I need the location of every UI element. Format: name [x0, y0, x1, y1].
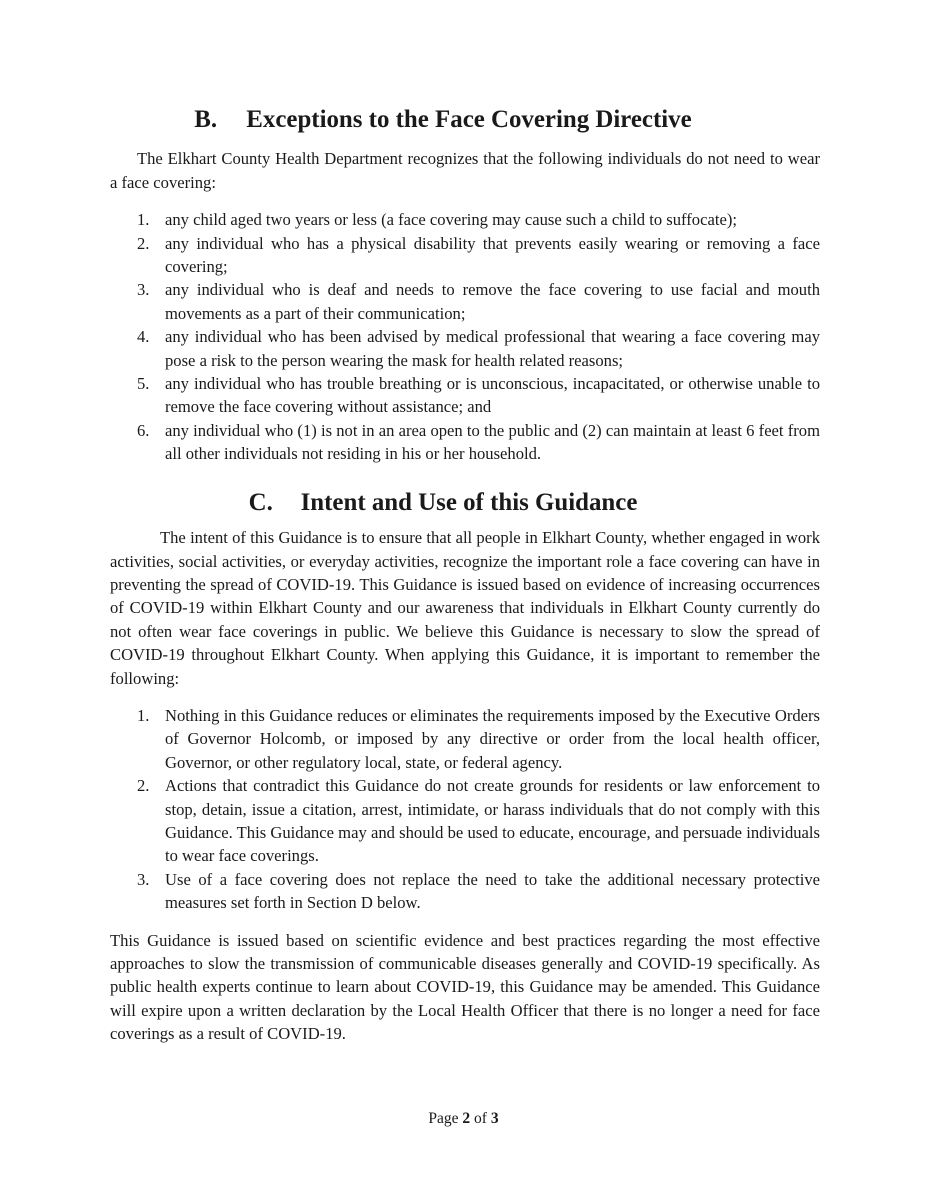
- list-item-text: Use of a face covering does not replace the need to take the additional necessary protective measures set forth in Section D below.: [165, 869, 820, 913]
- section-b-heading: [88, 108, 798, 131]
- list-item-text: any individual who is deaf and needs to remove the face covering to use facial and mouth movements as a part of their communication;: [165, 280, 820, 323]
- list-item-number: 6.: [137, 420, 150, 440]
- list-item-number: 3.: [137, 869, 150, 889]
- section-c-closing: This Guidance is issued based on scientific evidence and best practices regarding the most effective approaches to slow the transmission of communicable diseases generally and COVID-19 specifically. As public health experts continue to learn about COVID-19, this Guidance may be amended. This Guidance will expire upon a written declaration by the Local Health Officer that there is no longer a need for face coverings as a result of COVID-19.: [110, 930, 820, 1044]
- list-item-text: any individual who has a physical disability that prevents easily wearing or removing a face covering;: [165, 233, 820, 277]
- list-item-number: 2.: [137, 776, 150, 796]
- section-c-intro: The intent of this Guidance is to ensure that all people in Elkhart County, whether engaged in work activities, social activities, or everyday activities, recognize the important role a face covering can have in preventing the spread of COVID-19. This Guidance is issued based on evidence of increasing occurrences of COVID-19 within Elkhart County and our awareness that individuals in Elkhart County currently do not often wear face coverings in public. We believe this Guidance is necessary to slow the spread of COVID-19 throughout Elkhart County. When applying this Guidance, it is important to remember the following:: [110, 528, 820, 688]
- list-item-number: 4.: [137, 327, 150, 347]
- list-item: [110, 868, 820, 915]
- list-item-text: any individual who (1) is not in an area open to the public and (2) can maintain at least 6 feet from all other individuals not residing in his or her household.: [165, 420, 820, 464]
- section-b-letter: B.: [194, 106, 218, 133]
- list-item: [110, 208, 820, 231]
- page-current: 2: [462, 1110, 471, 1127]
- section-c-title: Intent and Use of this Guidance: [300, 488, 638, 516]
- list-item: [110, 774, 820, 868]
- section-c-heading: [88, 488, 798, 516]
- list-item: [110, 325, 820, 372]
- list-item: [110, 372, 820, 419]
- list-item-number: 1.: [137, 210, 150, 230]
- list-item-text: any individual who has trouble breathing or is unconscious, incapacitated, or otherwise unable to remove the face covering without assistance; and: [165, 374, 820, 417]
- list-item-text: any individual who has been advised by medical professional that wearing a face covering may pose a risk to the person wearing the mask for health related reasons;: [165, 327, 820, 370]
- of-word: of: [474, 1110, 487, 1127]
- list-item: [110, 419, 820, 466]
- section-b-title: Exceptions to the Face Covering Directive: [246, 106, 692, 133]
- section-b-list: [110, 208, 820, 465]
- list-item-text: any child aged two years or less (a face covering may cause such a child to suffocate);: [165, 210, 737, 230]
- page-content: [110, 108, 820, 1046]
- page-number-footer: [0, 1107, 927, 1130]
- list-item: [110, 232, 820, 279]
- page-total: 3: [490, 1110, 499, 1127]
- list-item-text: Nothing in this Guidance reduces or eliminates the requirements imposed by the Executive Orders of Governor Holcomb, or imposed by any directive or order from the local health officer, Governor, or other regulatory local, state, or federal agency.: [165, 705, 820, 772]
- list-item: [110, 704, 820, 774]
- section-c-list: [110, 704, 820, 915]
- list-item-number: 2.: [137, 233, 150, 253]
- page-word: Page: [428, 1110, 459, 1127]
- list-item-number: 3.: [137, 280, 150, 300]
- list-item-number: 5.: [137, 374, 150, 394]
- section-b-intro: The Elkhart County Health Department recognizes that the following individuals do not need to wear a face covering:: [110, 149, 820, 192]
- section-c-letter: C.: [248, 488, 273, 516]
- list-item-text: Actions that contradict this Guidance do not create grounds for residents or law enforcement to stop, detain, issue a citation, arrest, intimidate, or harass individuals that do not comply with this Guidance. This Guidance may and should be used to educate, encourage, and persuade individuals to wear face coverings.: [165, 776, 820, 866]
- list-item: [110, 278, 820, 325]
- list-item-number: 1.: [137, 705, 150, 725]
